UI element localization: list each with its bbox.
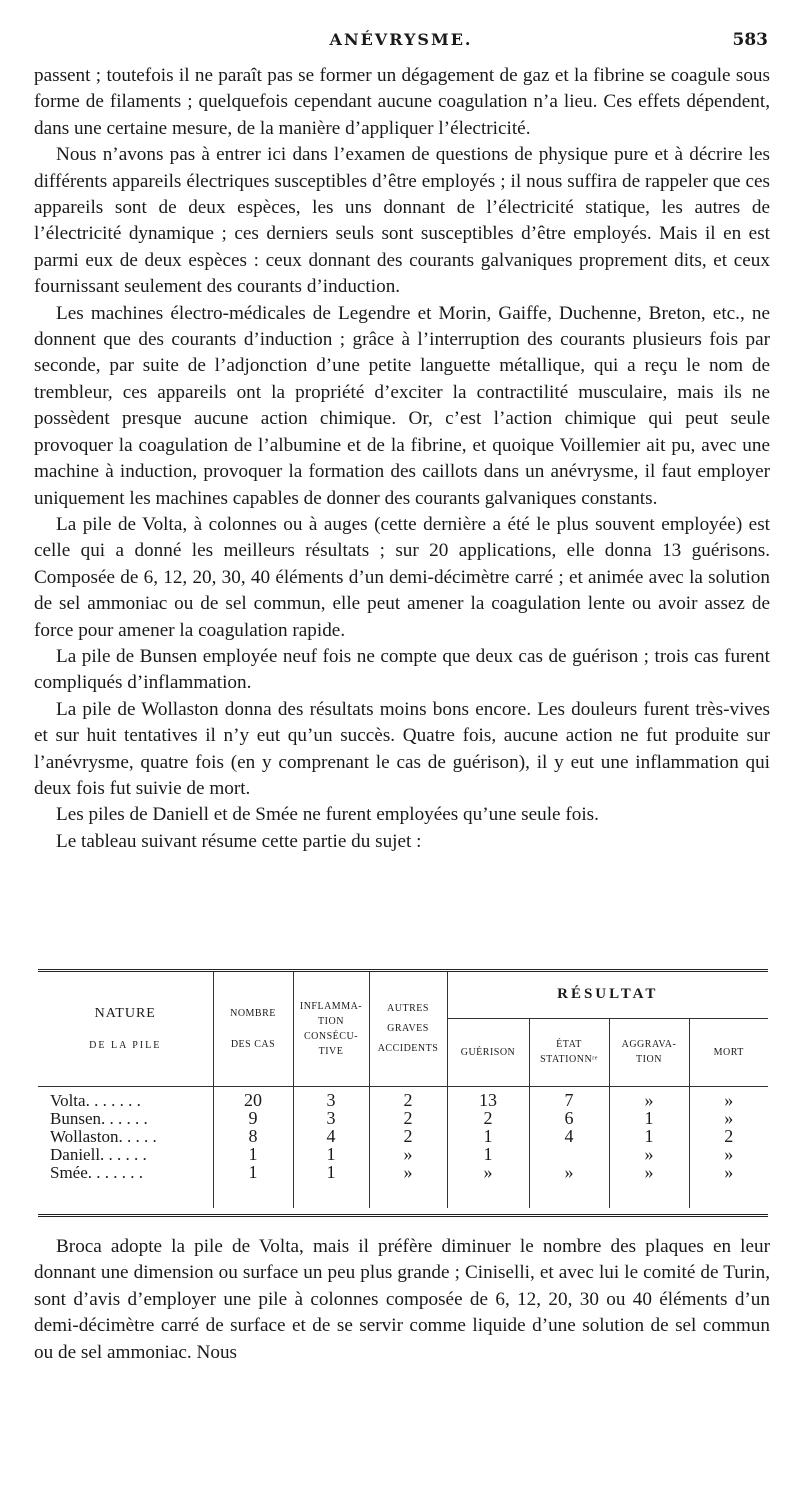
cell-guerison: 1 [447,1128,529,1146]
row-name-daniell: Daniell. . . . . . [50,1145,147,1164]
paragraph: passent ; toutefois il ne paraît pas se former un dégagement de gaz et la fibrine se coagule sous forme de filaments ; quelquefois cependant aucune coagulation n’a lieu. Ces effets dépendent, dans une certaine mesure, de la manière d’appliquer l’électricité. [34,65,770,139]
row-name-volta: Volta. . . . . . . [50,1091,141,1110]
row-name-bunsen: Bunsen. . . . . . [50,1109,148,1128]
header-inflammation: INFLAMMA- TION CONSÉCU- TIVE [293,972,369,1086]
cell-etat: 6 [529,1110,609,1128]
cell-etat: 7 [529,1092,609,1110]
paragraph: Broca adopte la pile de Volta, mais il préfère diminuer le nombre des plaques en leur donnant une dimension ou surface un peu plus grande ; Ciniselli, et avec lui le comité de Turin, sont d’avis d’employer une pile à colonnes composée de 6, 12, 20, 30 ou 40 éléments d’un demi-décimètre carré de surface et de se servir comme liquide d’une solution de sel commun ou de sel ammoniac. Nous [34,1236,770,1363]
cell-aggravation: » [609,1164,689,1182]
results-table [38,969,768,1217]
paragraph: Le tableau suivant résume cette partie du sujet : [56,830,422,852]
page-header [34,30,768,54]
cell-cas: 20 [213,1092,293,1110]
cell-inflammation: 1 [293,1146,369,1164]
cell-aggravation: » [609,1146,689,1164]
cell-autres: » [369,1164,447,1182]
header-resultat: RÉSULTAT [447,972,768,1018]
cell-autres: 2 [369,1128,447,1146]
cell-autres: » [369,1146,447,1164]
cell-cas: 1 [213,1146,293,1164]
header-nature-line2: DE LA PILE [89,1040,162,1052]
cell-autres: 2 [369,1110,447,1128]
header-nature [38,972,213,1086]
paragraph: Nous n’avons pas à entrer ici dans l’examen de questions de physique pure et à décrire les différents appareils électriques susceptibles d’être employés ; il nous suffira de rappeler que ces appareils sont de deux espèces, les uns donnant de l’électricité statique, les autres de l’électricité dynamique ; ces derniers seuls sont susceptibles d’être employés. Mais il en est parmi eux de deux espèces : ceux donnant des courants galvaniques proprement dits, et ceux fournissant seulement des courants d’induction. [34,144,770,298]
cell-cas: 1 [213,1164,293,1182]
body-text [34,63,770,855]
cell-etat: 4 [529,1128,609,1146]
paragraph: La pile de Wollaston donna des résultats moins bons encore. Les douleurs furent très-vives et sur huit tentatives il n’y eut qu’un succès. Quatre fois, aucune action ne fut produite sur l’anévrysme, quatre fois (en y comprenant le cas de guérison), il y eut une inflammation qui deux fois fut suivie de mort. [34,698,770,799]
cell-inflammation: 1 [293,1164,369,1182]
row-name-wollaston: Wollaston. . . . . [50,1127,157,1146]
cell-aggravation: 1 [609,1110,689,1128]
paragraph: Les piles de Daniell et de Smée ne furent employées qu’une seule fois. [56,804,599,826]
paragraph: La pile de Volta, à colonnes ou à auges (cette dernière a été le plus souvent employée) est celle qui a donné les meilleurs résultats ; sur 20 applications, elle donna 13 guérisons. Composée de 6, 12, 20, 30, 40 éléments d’un demi-décimètre carré ; et animée avec la solution de sel ammoniac ou de sel commun, elle peut amener la coagulation lente ou avoir assez de force pour amener la coagulation rapide. [34,513,770,641]
header-mort: MORT [689,1018,768,1086]
cell-inflammation: 3 [293,1110,369,1128]
header-aggravation: AGGRAVA- TION [609,1018,689,1086]
cell-guerison: 1 [447,1146,529,1164]
paragraph: La pile de Bunsen employée neuf fois ne compte que deux cas de guérison ; trois cas furent compliqués d’inflammation. [34,645,770,694]
closing-text [34,1234,770,1366]
cell-etat: » [529,1164,609,1182]
paragraph: Les machines électro-médicales de Legendre et Morin, Gaiffe, Duchenne, Breton, etc., ne donnent que des courants d’induction ; grâce à l’interruption des courants plusieurs fois par seconde, par suite de l’adjonction d’une petite languette métallique, qui a reçu le nom de trembleur, ces appareils ont la propriété d’exciter la contractilité musculaire, mais ils ne possèdent presque aucune action chimique. Or, c’est l’action chimique qui peut seule provoquer la coagulation de l’albumine et de la fibrine, et quoique Voillemier ait pu, avec une machine à induction, provoquer la formation des caillots dans un anévrysme, il faut employer uniquement les machines capables de donner des courants galvaniques constants. [34,302,770,509]
running-title: ANÉVRYSME. [329,30,473,49]
cell-mort: » [689,1110,768,1128]
cell-autres: 2 [369,1092,447,1110]
cell-guerison: » [447,1164,529,1182]
header-guerison: GUÉRISON [447,1018,529,1086]
header-nombre-line1: NOMBRE [230,1007,276,1019]
header-nombre [213,972,293,1086]
cell-aggravation: 1 [609,1128,689,1146]
cell-mort: » [689,1164,768,1182]
cell-mort: » [689,1092,768,1110]
cell-mort: 2 [689,1128,768,1146]
header-autres-accidents: AUTRES GRAVES ACCIDENTS [369,972,447,1086]
header-nature-line1: NATURE [94,1006,156,1022]
cell-cas: 8 [213,1128,293,1146]
header-nombre-line2: DES CAS [230,1038,276,1050]
cell-cas: 9 [213,1110,293,1128]
cell-mort: » [689,1146,768,1164]
cell-inflammation: 3 [293,1092,369,1110]
header-etat-stationnaire: ÉTAT STATIONNʳᵉ [529,1018,609,1086]
cell-guerison: 13 [447,1092,529,1110]
results-table-grid [38,972,768,1208]
cell-inflammation: 4 [293,1128,369,1146]
row-name-smee: Smée. . . . . . . [50,1163,144,1182]
page-number: 583 [732,30,768,50]
cell-guerison: 2 [447,1110,529,1128]
cell-aggravation: » [609,1092,689,1110]
